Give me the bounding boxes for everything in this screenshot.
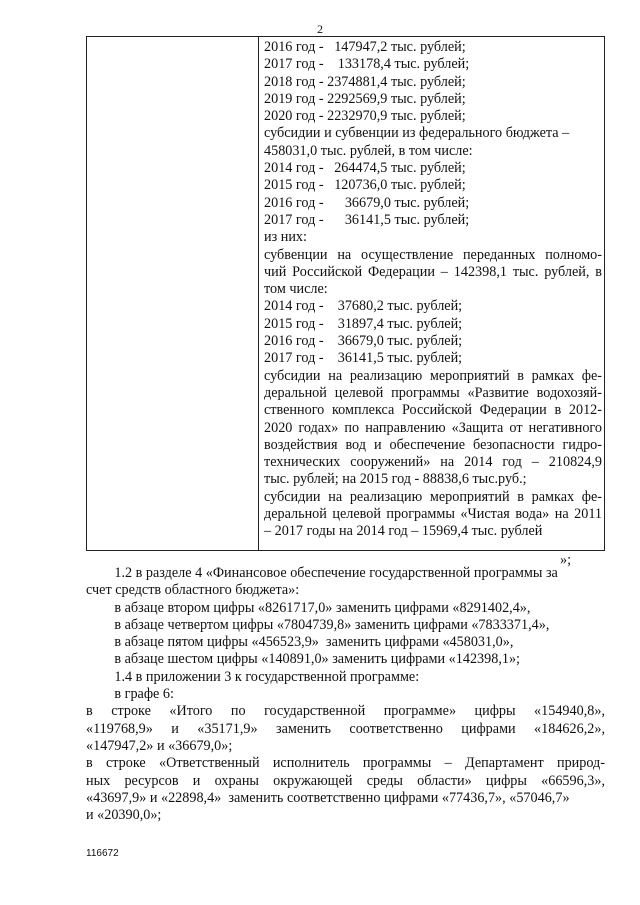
table-line: ственного комплекса Российской Федерации в 2012-	[264, 402, 602, 419]
body-line: 1.4 в приложении 3 к государственной программе:	[86, 668, 420, 685]
body-line: «147947,2» и «36679,0»;	[86, 737, 233, 754]
table-line: субсидии на реализацию мероприятий в рамках фе-	[264, 367, 602, 384]
table-line: 2016 год - 36679,0 тыс. рублей;	[264, 194, 470, 211]
table-line: субсидии и субвенции из федерального бюджета –	[264, 125, 570, 142]
table-line: из них:	[264, 229, 307, 246]
table-line: субсидии на реализацию мероприятий в рамках фе-	[264, 488, 602, 505]
body-line: и «20390,0»;	[86, 807, 162, 824]
table-line: том числе:	[264, 281, 328, 298]
document-code: 116672	[86, 848, 119, 859]
table-line: 2014 год - 37680,2 тыс. рублей;	[264, 298, 463, 315]
program-table	[86, 36, 605, 551]
table-line: воздействия вод и обеспечение безопасности гидро-	[264, 436, 602, 453]
table-line: 2015 год - 120736,0 тыс. рублей;	[264, 177, 466, 194]
table-line: 2017 год - 133178,4 тыс. рублей;	[264, 56, 470, 73]
table-line: деральной целевой программы «Развитие водохозяй-	[264, 384, 602, 401]
table-line: – 2017 годы на 2014 год – 15969,4 тыс. рублей	[264, 523, 543, 540]
body-line: в строке «Итого по государственной программе» цифры «154940,8»,	[86, 703, 605, 720]
page-number: 2	[317, 22, 323, 36]
table-line: 2014 год - 264474,5 тыс. рублей;	[264, 160, 466, 177]
table-line: субвенции на осуществление переданных полномо-	[264, 246, 602, 263]
table-line: 458031,0 тыс. рублей, в том числе:	[264, 142, 473, 159]
table-right-cell	[264, 39, 602, 541]
closing-quote: »;	[560, 552, 572, 568]
table-line: 2016 год - 36679,0 тыс. рублей;	[264, 333, 463, 350]
table-line: технических сооружений» на 2014 год – 210824,9	[264, 454, 602, 471]
table-line: чий Российской Федерации – 142398,1 тыс. рублей, в	[264, 263, 602, 280]
table-column-divider	[258, 37, 259, 550]
body-line: счет средств областного бюджета»:	[86, 582, 300, 599]
table-line: 2018 год - 2374881,4 тыс. рублей;	[264, 73, 466, 90]
body-line: в абзаце шестом цифры «140891,0» заменить цифрами «142398,1»;	[86, 651, 520, 668]
table-line: 2016 год - 147947,2 тыс. рублей;	[264, 39, 466, 55]
table-line: 2017 год - 36141,5 тыс. рублей;	[264, 350, 463, 367]
body-line: ных ресурсов и охраны окружающей среды области» цифры «66596,3»,	[86, 772, 605, 789]
body-line: в строке «Ответственный исполнитель программы – Департамент природ-	[86, 755, 605, 772]
body-line: в абзаце пятом цифры «456523,9» заменить цифрами «458031,0»,	[86, 634, 514, 651]
table-line: 2019 год - 2292569,9 тыс. рублей;	[264, 90, 466, 107]
table-line: деральной целевой программы «Чистая вода» на 2011	[264, 506, 602, 523]
body-line: в абзаце втором цифры «8261717,0» заменить цифрами «8291402,4»,	[86, 599, 531, 616]
table-line: 2020 год - 2232970,9 тыс. рублей;	[264, 108, 466, 125]
table-line: 2020 годах» по направлению «Защита от негативного	[264, 419, 602, 436]
document-body	[86, 565, 605, 824]
table-line: 2015 год - 31897,4 тыс. рублей;	[264, 315, 463, 332]
body-line: «43697,9» и «22898,4» заменить соответственно цифрами «77436,7», «57046,7»	[86, 789, 570, 806]
table-line: 2017 год - 36141,5 тыс. рублей;	[264, 211, 470, 228]
body-line: в абзаце четвертом цифры «7804739,8» заменить цифрами «7833371,4»,	[86, 616, 550, 633]
table-line: тыс. рублей; на 2015 год - 88838,6 тыс.руб.;	[264, 471, 527, 488]
body-line: 1.2 в разделе 4 «Финансовое обеспечение государственной программы за	[86, 565, 558, 581]
body-line: «119768,9» и «35171,9» заменить соответственно цифрами «184626,2»,	[86, 720, 605, 737]
body-line: в графе 6:	[86, 686, 174, 703]
